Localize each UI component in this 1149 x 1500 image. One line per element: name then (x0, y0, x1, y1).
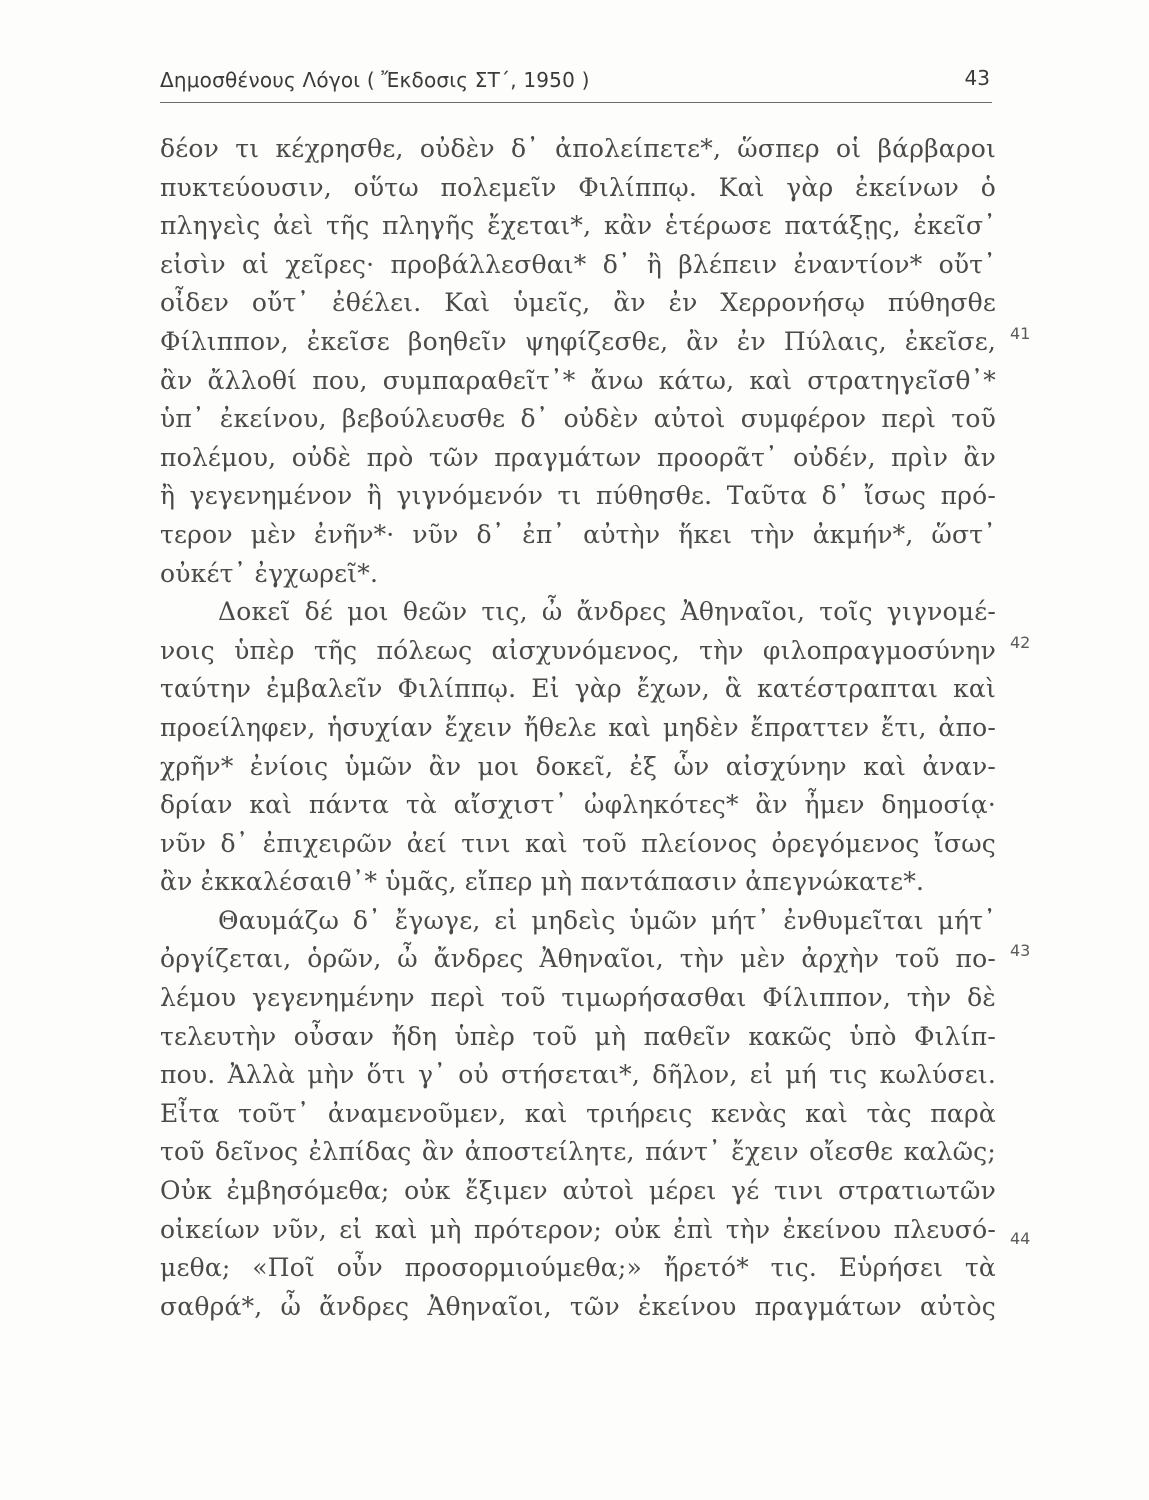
text-line: Θαυμάζω δ᾽ ἔγωγε, εἰ μηδεὶς ὑμῶν μήτ᾽ ἐνθυμεῖται μήτ᾽ (218, 905, 996, 935)
text-line: ἂν ἄλλοθί που, συμπαραθεῖτ᾽* ἄνω κάτω, καὶ στρατηγεῖσθ᾽* (160, 365, 996, 395)
text-line: ἂν ἐκκαλέσαιθ᾽* ὑμᾶς, εἴπερ μὴ παντάπασιν ἀπεγνώκατε*. (160, 867, 925, 897)
text-line: δέον τι κέχρησθε, οὐδὲν δ᾽ ἀπολείπετε*, ὥσπερ οἱ βάρβαροι (160, 134, 996, 163)
text-line: ἢ γεγενημένον ἢ γιγνόμενόν τι πύθησθε. Ταῦτα δ᾽ ἴσως πρό- (160, 481, 996, 511)
text-line: τοῦ δεῖνος ἐλπίδας ἂν ἀποστείλητε, πάντ᾽ ἔχειν οἴεσθε καλῶς; (160, 1137, 996, 1167)
section-number: 41 (1010, 324, 1031, 343)
text-line: ὑπ᾽ ἐκείνου, βεβούλευσθε δ᾽ οὐδὲν αὐτοὶ συμφέρον περὶ τοῦ (160, 404, 996, 434)
text-line: οἶδεν οὔτ᾽ ἐθέλει. Καὶ ὑμεῖς, ἂν ἐν Χερρονήσῳ πύθησθε (160, 288, 996, 318)
text-line: Οὐκ ἐμβησόμεθα; οὐκ ἔξιμεν αὐτοὶ μέρει γέ τινι στρατιωτῶν (160, 1176, 996, 1206)
section-number: 42 (1010, 633, 1031, 652)
text-line: που. Ἀλλὰ μὴν ὅτι γ᾽ οὐ στήσεται*, δῆλον, εἰ μή τις κωλύσει. (160, 1060, 996, 1090)
text-line: οἰκείων νῦν, εἰ καὶ μὴ πρότερον; οὐκ ἐπὶ τὴν ἐκείνου πλευσό- (160, 1214, 996, 1244)
page-number: 43 (964, 66, 990, 90)
section-number: 44 (1010, 1229, 1031, 1248)
text-line: Δοκεῖ δέ μοι θεῶν τις, ὦ ἄνδρες Ἀθηναῖοι, τοῖς γιγνομέ- (218, 597, 996, 627)
text-line: νοις ὑπὲρ τῆς πόλεως αἰσχυνόμενος, τὴν φιλοπραγμοσύνην (160, 635, 996, 665)
running-title: Δημοσθένους Λόγοι ( Ἔκδοσις ΣΤ΄, 1950 ) (160, 68, 590, 92)
text-line: πυκτεύουσιν, οὕτω πολεμεῖν Φιλίππῳ. Καὶ γὰρ ἐκείνων ὁ (160, 172, 996, 202)
text-line: χρῆν* ἐνίοις ὑμῶν ἂν μοι δοκεῖ, ἐξ ὧν αἰσχύνην καὶ ἀναν- (160, 751, 996, 781)
text-line: μεθα; «Ποῖ οὖν προσορμιούμεθα;» ἤρετό* τις. Εὑρήσει τὰ (160, 1253, 996, 1283)
text-line: νῦν δ᾽ ἐπιχειρῶν ἀεί τινι καὶ τοῦ πλείονος ὀρεγόμενος ἴσως (160, 828, 996, 858)
text-line: πληγεὶς ἀεὶ τῆς πληγῆς ἔχεται*, κἂν ἑτέρωσε πατάξῃς, ἐκεῖσ᾽ (160, 211, 996, 241)
body-text (160, 130, 996, 1326)
section-number: 43 (1010, 941, 1031, 960)
text-line: δρίαν καὶ πάντα τὰ αἴσχιστ᾽ ὠφληκότες* ἂν ἦμεν δημοσίᾳ· (160, 790, 996, 820)
text-line: ταύτην ἐμβαλεῖν Φιλίππῳ. Εἰ γὰρ ἔχων, ἃ κατέστραπται καὶ (160, 674, 996, 704)
text-line: σαθρά*, ὦ ἄνδρες Ἀθηναῖοι, τῶν ἐκείνου πραγμάτων αὐτὸς (160, 1291, 996, 1321)
text-line: Φίλιππον, ἐκεῖσε βοηθεῖν ψηφίζεσθε, ἂν ἐν Πύλαις, ἐκεῖσε, (160, 326, 996, 356)
text-line: προείληφεν, ἡσυχίαν ἔχειν ἤθελε καὶ μηδὲν ἔπραττεν ἔτι, ἀπο- (160, 712, 996, 742)
text-line: λέμου γεγενημένην περὶ τοῦ τιμωρήσασθαι Φίλιππον, τὴν δὲ (160, 983, 996, 1013)
text-line: Εἶτα τοῦτ᾽ ἀναμενοῦμεν, καὶ τριήρεις κενὰς καὶ τὰς παρὰ (160, 1098, 996, 1128)
text-line: ὀργίζεται, ὁρῶν, ὦ ἄνδρες Ἀθηναῖοι, τὴν μὲν ἀρχὴν τοῦ πο- (160, 944, 996, 974)
text-line: τερον μὲν ἐνῆν*· νῦν δ᾽ ἐπ᾽ αὐτὴν ἥκει τὴν ἀκμήν*, ὥστ᾽ (160, 519, 996, 549)
text-line: τελευτὴν οὖσαν ἤδη ὑπὲρ τοῦ μὴ παθεῖν κακῶς ὑπὸ Φιλίπ- (160, 1021, 996, 1051)
page-header (160, 64, 992, 103)
text-line: οὐκέτ᾽ ἐγχωρεῖ*. (160, 558, 379, 588)
text-line: πολέμου, οὐδὲ πρὸ τῶν πραγμάτων προορᾶτ᾽ οὐδέν, πρὶν ἂν (160, 442, 996, 472)
text-line: εἰσὶν αἱ χεῖρες· προβάλλεσθαι* δ᾽ ἢ βλέπειν ἐναντίον* οὔτ᾽ (160, 249, 996, 279)
